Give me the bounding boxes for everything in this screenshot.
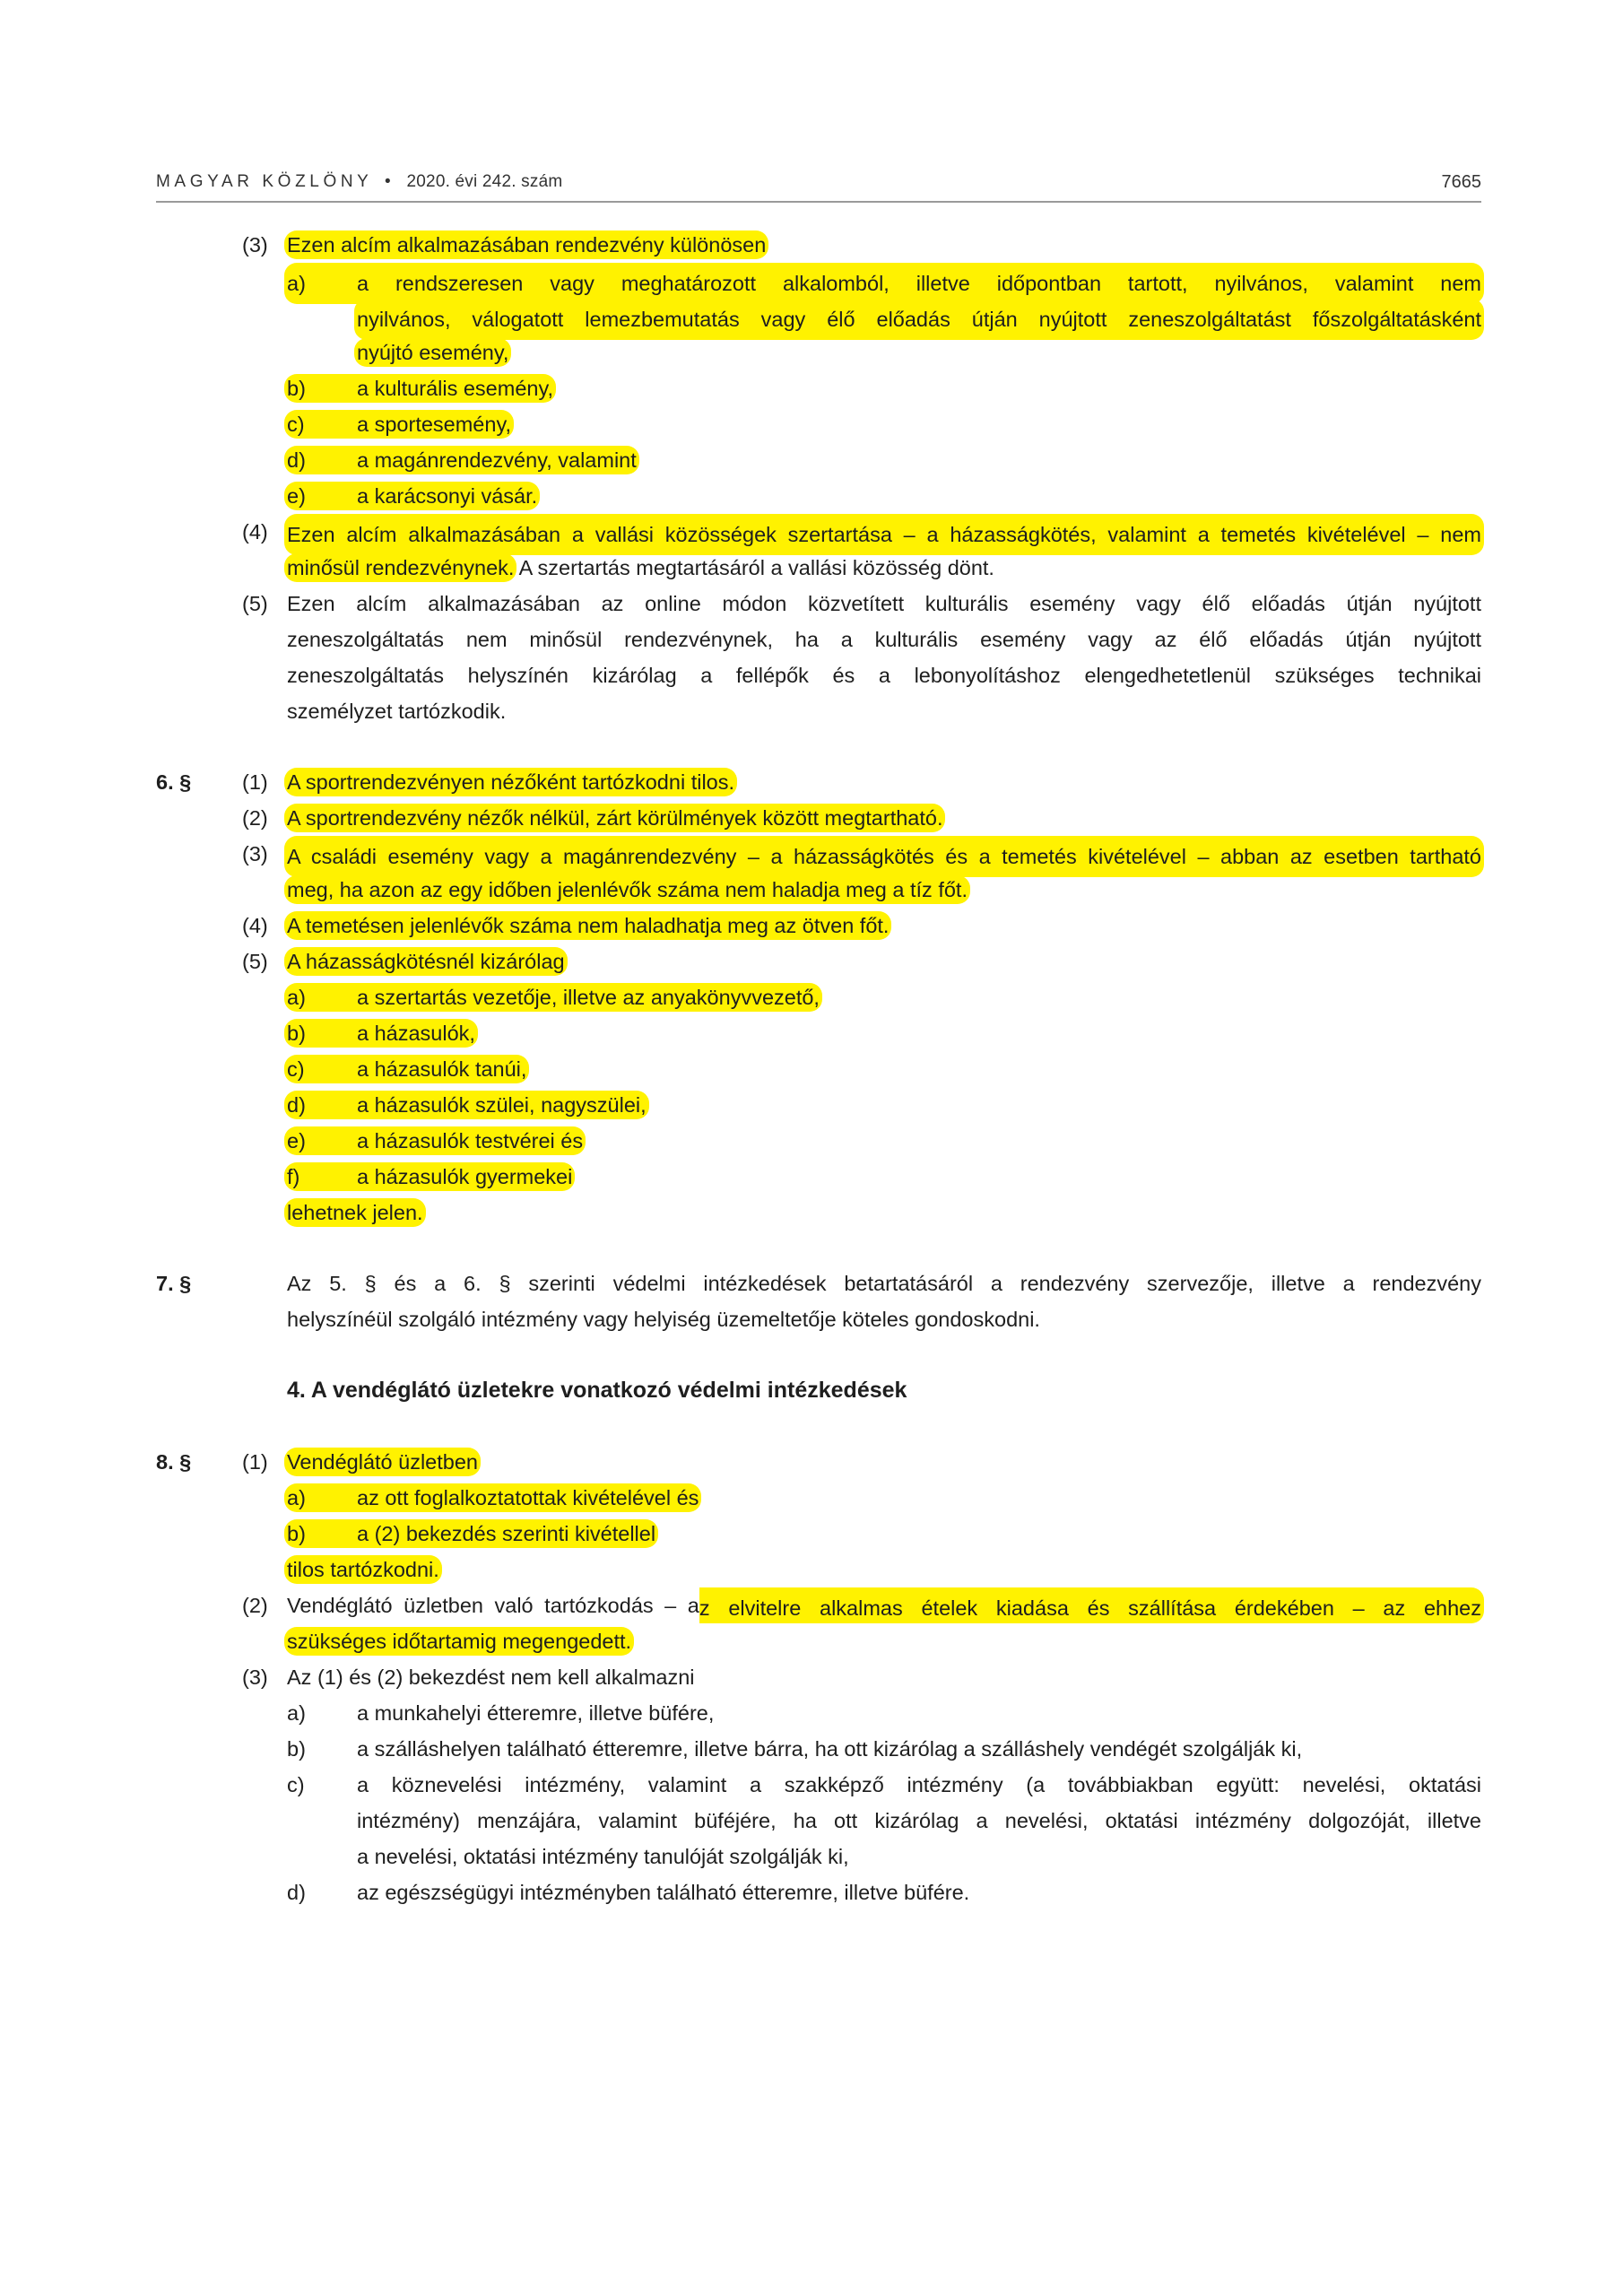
highlighted-text: szükséges időtartamig megengedett. [284, 1627, 634, 1656]
paragraph-text [287, 908, 889, 944]
paragraph-text [287, 764, 734, 800]
highlighted-text: nyújtó esemény, [354, 338, 511, 367]
highlighted-text: tilos tartózkodni. [284, 1555, 442, 1584]
list-item-text: a magánrendezvény, valamint [357, 448, 637, 472]
paragraph-text [287, 1552, 439, 1587]
highlighted-text [284, 1126, 586, 1155]
paragraph-text: zeneszolgáltatás nem minősül rendezvénynek, ha a kulturális esemény vagy az élő előadás útján nyújtott [287, 628, 1481, 651]
paragraph-number: (5) [242, 592, 268, 615]
highlighted-text: A sportrendezvény nézők nélkül, zárt körülmények között megtartható. [284, 804, 945, 832]
list-item [287, 979, 820, 1015]
list-item-text: a rendszeresen vagy meghatározott alkalomból, illetve időpontban tartott, nyilvános, valamint nem [357, 272, 1481, 295]
list-item-text: a sportesemény, [357, 413, 511, 436]
list-marker: b) [287, 1522, 306, 1545]
journal-name: MAGYAR KÖZLÖNY [156, 172, 373, 191]
list-marker: a) [287, 1486, 306, 1509]
list-item [287, 442, 637, 478]
paragraph-number: (4) [242, 914, 268, 937]
paragraph-number: (1) [242, 770, 268, 794]
list-item-text: a házasulók testvérei és [357, 1129, 584, 1152]
list-marker: a) [287, 1701, 306, 1725]
list-item-text: a házasulók, [357, 1022, 475, 1045]
list-item [287, 1480, 699, 1516]
highlighted-text: nyilvános, válogatott lemezbemutatás vagy élő előadás útján nyújtott zeneszolgáltatást főszolgáltatásként [354, 299, 1484, 340]
highlighted-text [284, 983, 822, 1012]
header-rule [156, 201, 1481, 203]
paragraph-text [287, 550, 994, 586]
list-marker: b) [287, 377, 306, 400]
paragraph-text [287, 1623, 631, 1659]
highlighted-text: meg, ha azon az egy időben jelenlévők száma nem haladja meg a tíz főt. [284, 875, 970, 904]
list-marker: b) [287, 1737, 306, 1761]
list-item-text: a nevelési, oktatási intézmény tanulóját szolgálják ki, [357, 1845, 849, 1868]
paragraph-text [287, 1195, 423, 1231]
list-marker: c) [287, 1057, 305, 1081]
list-item-text: a házasulók gyermekei [357, 1165, 573, 1188]
paragraph-text [287, 1444, 478, 1480]
plain-text: Vendéglátó üzletben való tartózkodás – a [287, 1594, 699, 1617]
highlighted-text [284, 1019, 478, 1048]
paragraph-number: (2) [242, 806, 268, 830]
paragraph-number: (1) [242, 1450, 268, 1474]
list-item [287, 370, 553, 406]
list-item-text: a köznevelési intézmény, valamint a szakképző intézmény (a továbbiakban együtt: nevelési, oktatási [357, 1773, 1481, 1796]
page-number: 7665 [1441, 172, 1481, 192]
list-marker: e) [287, 484, 306, 508]
paragraph-text: helyszínéül szolgáló intézmény vagy helyiség üzemeltetője köteles gondoskodni. [287, 1308, 1040, 1331]
paragraph-text [287, 944, 565, 979]
list-item-text: a házasulók szülei, nagyszülei, [357, 1093, 647, 1117]
list-marker: f) [287, 1165, 300, 1188]
paragraph-text: Ezen alcím alkalmazásában az online módon közvetített kulturális esemény vagy élő előadás útján nyújtott [287, 592, 1481, 615]
paragraph-text: Az (1) és (2) bekezdést nem kell alkalmazni [287, 1665, 695, 1689]
plain-text: A szertartás megtartásáról a vallási közösség dönt. [514, 556, 994, 579]
journal-title [156, 172, 562, 192]
list-item-continuation [357, 335, 508, 370]
page-header [156, 170, 1481, 201]
highlighted-text: A sportrendezvényen nézőként tartózkodni tilos. [284, 768, 737, 796]
list-item-text: a szertartás vezetője, illetve az anyakönyvvezető, [357, 986, 820, 1009]
list-item-text: a házasulók tanúi, [357, 1057, 527, 1081]
paragraph-text [287, 1587, 1481, 1623]
list-marker: d) [287, 1093, 306, 1117]
paragraph-text: zeneszolgáltatás helyszínén kizárólag a fellépők és a lebonyolításhoz elengedhetetlenül szükséges technikai [287, 664, 1481, 687]
highlighted-text [284, 1483, 701, 1512]
list-marker: a) [287, 272, 306, 295]
highlighted-text [284, 1162, 575, 1191]
list-marker: a) [287, 986, 306, 1009]
list-item [287, 406, 511, 442]
highlighted-text: Vendéglátó üzletben [284, 1448, 481, 1476]
highlighted-text [284, 446, 639, 474]
list-item [287, 1087, 647, 1123]
paragraph-text [287, 836, 1481, 872]
list-marker: e) [287, 1129, 306, 1152]
list-marker: c) [287, 413, 305, 436]
list-item-text: a kulturális esemény, [357, 377, 553, 400]
paragraph-number: (3) [242, 842, 268, 865]
paragraph-text: személyzet tartózkodik. [287, 700, 507, 723]
list-item [287, 1159, 572, 1195]
highlighted-text: lehetnek jelen. [284, 1198, 426, 1227]
highlighted-text: Ezen alcím alkalmazásában rendezvény különösen [284, 230, 768, 259]
paragraph-text [287, 514, 1481, 550]
list-item [287, 1516, 655, 1552]
paragraph-number: (5) [242, 950, 268, 973]
list-item [287, 263, 1481, 299]
list-item [287, 478, 537, 514]
list-item-text: intézmény) menzájára, valamint büféjére, ha ott kizárólag a nevelési, oktatási intézmény dolgozóját, illetve [357, 1809, 1481, 1832]
paragraph-number: (2) [242, 1594, 268, 1617]
highlighted-text: Ezen alcím alkalmazásában a vallási közösségek szertartása – a házasságkötés, valamint a temetés kivételével – nem [284, 514, 1484, 555]
list-item-text: a (2) bekezdés szerinti kivétellel [357, 1522, 656, 1545]
list-item-text: a karácsonyi vásár. [357, 484, 538, 508]
list-marker: d) [287, 1881, 306, 1904]
list-item [287, 1015, 475, 1051]
section-number: 8. § [156, 1450, 192, 1474]
issue-number: 2020. évi 242. szám [406, 172, 563, 191]
paragraph-text: Az 5. § és a 6. § szerinti védelmi intézkedések betartatásáról a rendezvény szervezője, illetve a rendezvény [287, 1272, 1481, 1295]
list-item-text: a szálláshelyen található étteremre, illetve bárra, ha ott kizárólag a szálláshely vendégét szolgálják ki, [357, 1737, 1303, 1761]
list-item [287, 1123, 583, 1159]
highlighted-text [284, 1519, 658, 1548]
list-item-text: az egészségügyi intézményben található étteremre, illetve büfére. [357, 1881, 970, 1904]
paragraph-text [287, 227, 766, 263]
list-item-continuation [357, 299, 1481, 335]
paragraph-text [287, 872, 968, 908]
separator-dot: • [384, 172, 391, 191]
list-marker: c) [287, 1773, 305, 1796]
list-marker: d) [287, 448, 306, 472]
section-number: 7. § [156, 1272, 192, 1295]
paragraph-number: (4) [242, 520, 268, 544]
paragraph-text [287, 800, 942, 836]
highlighted-text [284, 482, 540, 510]
subsection-heading: 4. A vendéglátó üzletekre vonatkozó védelmi intézkedések [287, 1378, 907, 1403]
highlighted-text: A családi esemény vagy a magánrendezvény – a házasságkötés és a temetés kivételével – abban az esetben tartható [284, 836, 1484, 877]
highlighted-text: A temetésen jelenlévők száma nem haladhatja meg az ötven főt. [284, 911, 891, 940]
highlighted-text [284, 410, 514, 439]
list-item-text: az ott foglalkoztatottak kivételével és [357, 1486, 699, 1509]
highlighted-text: z elvitelre alkalmas ételek kiadása és szállítása érdekében – az ehhez [699, 1587, 1484, 1623]
highlighted-text [284, 1091, 649, 1119]
list-item [287, 1051, 526, 1087]
paragraph-number: (3) [242, 233, 268, 257]
highlighted-text: minősül rendezvénynek. [284, 553, 516, 582]
paragraph-number: (3) [242, 1665, 268, 1689]
highlighted-text: A házasságkötésnél kizárólag [284, 947, 568, 976]
section-number: 6. § [156, 770, 192, 794]
list-item-text: a munkahelyi étteremre, illetve büfére, [357, 1701, 715, 1725]
list-marker: b) [287, 1022, 306, 1045]
highlighted-text [284, 1055, 529, 1083]
highlighted-text [284, 374, 556, 403]
